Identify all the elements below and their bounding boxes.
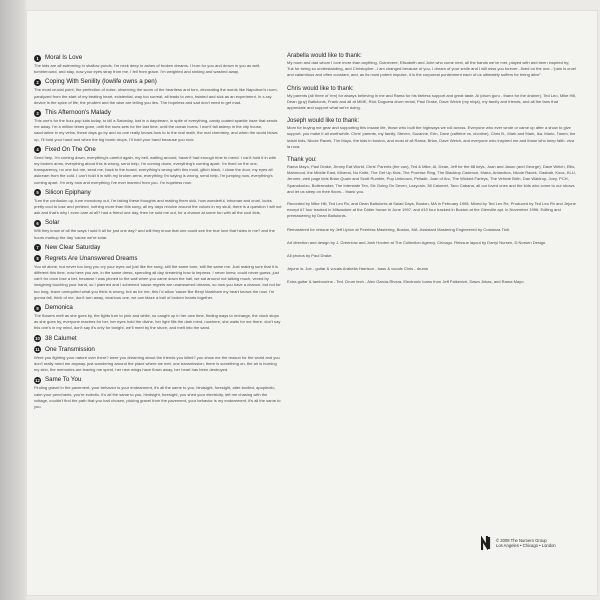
label-cities: Los Angeles • Chicago • London [496,543,556,549]
track-item [34,189,282,217]
band-lineup-credit: Jejune is: Joe - guitar & vocals Arabella Harrison - bass & vocals Chris - drums [287,266,429,272]
photo-credit: All photos by Paul Drake. [287,253,333,259]
track-title: Same To You [45,376,82,384]
thank-you-heading: Thank you: [287,157,317,164]
track-lyrics: Turn the confusion up, tune monotony out, I'm taking these thoughts and making them sick, how wonderful, inhuman and cruel, looks pretty cool to lose and pretend, nothing more than this song, all my days revolve around the voices in my skull, there is a question I will not ask and that's why I even care at all? had a friend one day, then he sold me out, for a chance at some fun with all the cool kids. [34,197,282,216]
copyright-notice: © 2008 The Numero Group [496,538,547,543]
track-lyrics: Were you fighting your nature over there? were you dreaming about the friends you killed? you show me the reason for the world and you don't really need me anyway. just wandering around the place where we met, one transmission, there is something on, the air is burning my skin, the memories are leaving me spent, her new wings have flown away, her heart has been destroyed. [34,354,280,373]
thanks-text: Mom for buying me gear and supporting this insane life, those who built the highways we roll across. Everyone who ever wrote or came up after a show to give support, you make it all worthwhile. Chris' parents, my family, Steven, Suzanne, Erin, Dave (caffeine vs. nicotine), Chris B., Mark and Mark, Ika, Mario, Tamm, the lwishi kids, Nicole Racek, Tim Mayo, the kids in boston, and most of all Rama; Brian, Dave Welch, and everyone who inspired me and those who keep faith. viva la roca. [287,125,576,149]
track-title: Regrets Are Unanswered Dreams [45,254,138,262]
track-number: 10 [35,336,40,342]
track-title: Demonica [45,304,73,312]
thanks-heading: Chris would like to thank: [287,85,354,92]
publisher-info [496,538,596,549]
track-title: Moral Is Love [45,54,83,61]
track-lyrics: This one's for the fuzz-pop kids today, to kill a Saturday, lost in a daydream, in spite of everything, candy coated sparkle haze that sends me away. I'm a million times gone, until the suns sets for the last time, until the ocean burns. I won't fall asleep in the city house, saccharine in my veins, these days go by and no one really knows how to to the real math, the real chemistry, and when the world blows up, I'll hold your hand and when the big bomb drops, I'll hold your hand because you rock. [34,118,278,142]
design-credit: Art direction and design by J. Greenlow and Josh Hooten at The Collection Agency, Chicago. Reissue layout by Darryl Norsen, D.Norsen Design. [287,239,547,245]
track-number: 5 [34,189,41,196]
track-number: 3 [34,110,41,117]
liner-notes-sheet [26,10,598,596]
track-number: 12 [35,377,40,383]
track-item [34,219,282,240]
track-number: 1 [34,55,41,62]
thanks-and-credits-column [287,52,577,293]
track-number: 6 [34,220,41,227]
thanks-text: My parents (all three of 'em) for always believing in me and Rama for his tireless support and great taste, Al (drum guru - thanx for the drainer), Ted Leo, Mike Hill, Dean (guy) Baltulonis, Frank and all at MME, Rick Duguera drum rental, Paul Drake, Dave Welch (my ninja), my family and friends, and all the fans that appreciate and support what we're doing. [287,92,577,111]
thank-you-text: Rama Mayo, Paul Drake, Jimmy Eat World, Chris' Parents (the van), Ted & Mike, Al, Dean, Jeff for the 88 keys, Joan and Jason (and George), Dave Welch, Ellis, Mahmood, the Middle East, Mineral, No Knife, The Get Up Kids, The Promise Ring, The Blacktop Cadence, Maria, Antarctica, Nicole Racek, Gasbah, Koos, KLU, Jerome, web page kids Brian Quain and Scott Rumble, Pop Unknown, Pelladir, Joan of Arc, The Wicked Farleys, The Vehicle Birth, Dan Waldrop, Joey, PCH, Spanakorizo, Boilermaker, The Interstate Ten, Six Going On Seven, Lazycain, 38 Calumet, Taco Cabana, all our loved ones and the kids who come to our shows and let us sleep on their floors... thank you. [287,164,576,194]
track-number: 8 [34,255,41,262]
track-item [34,78,282,106]
track-lyrics: Finding gravel in the pavement, your behavior is your endearment, it's all the same to you, hindsight, foresight, aiter-bodied, apoplectic, calm your penchants, you're eclectic, it's all the same to you, hindsight, foresight, you shed your electricity, left me chasing with the voltage, couldn't find the path that you had chosen, picking gravel from the pavement, your behavior is my endearment, it's all the same to you. [34,385,281,409]
track-item [34,109,282,143]
track-lyrics-column [34,54,282,413]
track-title: New Clear Saturday [45,243,101,251]
thanks-heading: Arabella would like to thank: [287,53,362,59]
recording-credit: Recorded by Mike Hill, Ted Leo Rx, and Dean Baltulonis at Salad Days, Boston, MA in February 1998. Mixed by Ted Leo Rx, Produced by Ted Leo Rx and Jejune except #7 four tracked in Milwaukee at the Didier house in June 1997, and #10 four tracked in Boston at the Glenville apt. in November 1996. Editing and premastering by Dean Baltulonis. [287,201,576,219]
track-number: 11 [35,347,40,353]
track-item [34,244,282,252]
track-number: 7 [34,244,41,251]
track-title: Solar [45,219,60,227]
track-item [34,255,282,301]
numero-logo-icon [481,536,493,550]
track-lyrics: The most crucial point, the perfection of noise, observing the scorn of the heartless and torn, decorating the words like Napoleon's room, paralyzed from the start of my beating heart, existential, way too surreal, all leads to zero, twisted and sick as an experiment. In x-ray device is the spice of life, the prudent and the wise are telling you lies. The hopeless and sad don't need to get mad. [34,87,278,105]
track-item [34,54,282,75]
track-title: Coping With Senility (lowlife owns a pen) [45,78,157,86]
track-title: One Transmission [45,345,95,353]
track-number: 4 [34,146,41,153]
booklet-spine [0,0,26,600]
track-item [34,346,282,374]
track-lyrics: You sit alone, but never too long you cry your eyes out just like the song, still the same tune, still the same me. Just making sure that it is different this time, now here you are, in the same dress, spending all day dreaming how to impress. I never knew, could never guess, just can't for once lose a bet, because I was pinned to the wall when you came down the hall, we sat around not talking much, vexed by imagining touching your hand, so I planned and I schemed 'cause regrets are unanswered dreams, so now you have a chance, but not for too long, leave unrequited what you think is wrong, but as for me, this I'd allow 'cause like Beryl Markham my heart knows the now. I'm gonna fall, think of me, don't turn away, vicarious one, we can blaze a trail of broken hearts together. [34,263,281,300]
track-lyrics: Will they know of all the ways I sold it all for just one day? and will they know that one could see the true love that hides in me? and the hours markup the day 'cause we're solar. [34,228,275,240]
track-item [34,146,282,186]
thanks-text: My mom and dad whom I love more than anything, Guinevere, Elisabeth and John who come next, all the bands we've met, played with and been inspired by; Tuk for being so understanding, and Christopher...I am changed because of you, I dream of your smile and I will miss you forever...fixed on the one..."pain is cruel and calamitous and often constant, and, as its most potent impulse, it is the corporeal punishment each of us ultimately suffers for being alive". [287,60,576,78]
track-lyrics: Send help, I'm coming down, everything's careful again, my bell, waiting around, haven't had enough time to mend. I can't hold it in with my broken arms, everything about this is wrong, send help, I'm coming down, everything's coming apart. I'm fixed on the one, transparency, no one but me, send me, back to the board, everything's wrong with this mold, glitch black, I close the door, my eyes all askream from the cold. I can't hold it in with my broken arms, everything I'm saying is wrong, send help, I'm jumping now, everything's coming apart. I'm only now and everything I've ever learned from you. I'm hopeless now. [34,154,276,185]
track-title: Fixed On The One [45,145,96,153]
track-item [34,335,282,343]
thanks-heading: Joseph would like to thank: [287,118,360,125]
track-number: 2 [34,79,41,86]
track-item [34,376,282,410]
track-title: This Afternoon's Malady [45,109,111,117]
track-lyrics: The kids are all swimming in shallow ponds. I'm neck deep in ashes of broken dreams. I burn for you and drown in you as well, tumbleround, and stay, now your eyes stray from me. I fell from grace. I'm weighted and sinking and washed away. [34,63,261,75]
mastering-credit: Remastered for reissue by Jeff Lipton at Peerless Mastering, Boston, MA. Assistant Mastering Engineered by Costanza Tinti. [287,226,511,232]
track-item [34,304,282,332]
track-title: 38 Calumet [45,334,77,342]
track-number: 9 [34,305,41,312]
track-title: Silicon Epiphany [45,188,91,196]
guest-credit: Extra guitar & tambourine - Ted. Drum tech - Alex Garcia-Rivera, Electronic loans from Jeff Palkevich, Dawn Jirkas, and Rama Mayo. [287,279,525,285]
track-lyrics: The flowers melt as she goes by, the lights turn to pink and white, so caught up in her own time, finding ways to recharge, the clock stops as she goes by, everyone reaches for her, her eyes hold the divine, her light fills the dark mind, nowhere, she waits for me there. don't say this one's in my mind, don't say it's only for tonight, we'll meet by the shore, and melt into the sand. [34,313,281,331]
